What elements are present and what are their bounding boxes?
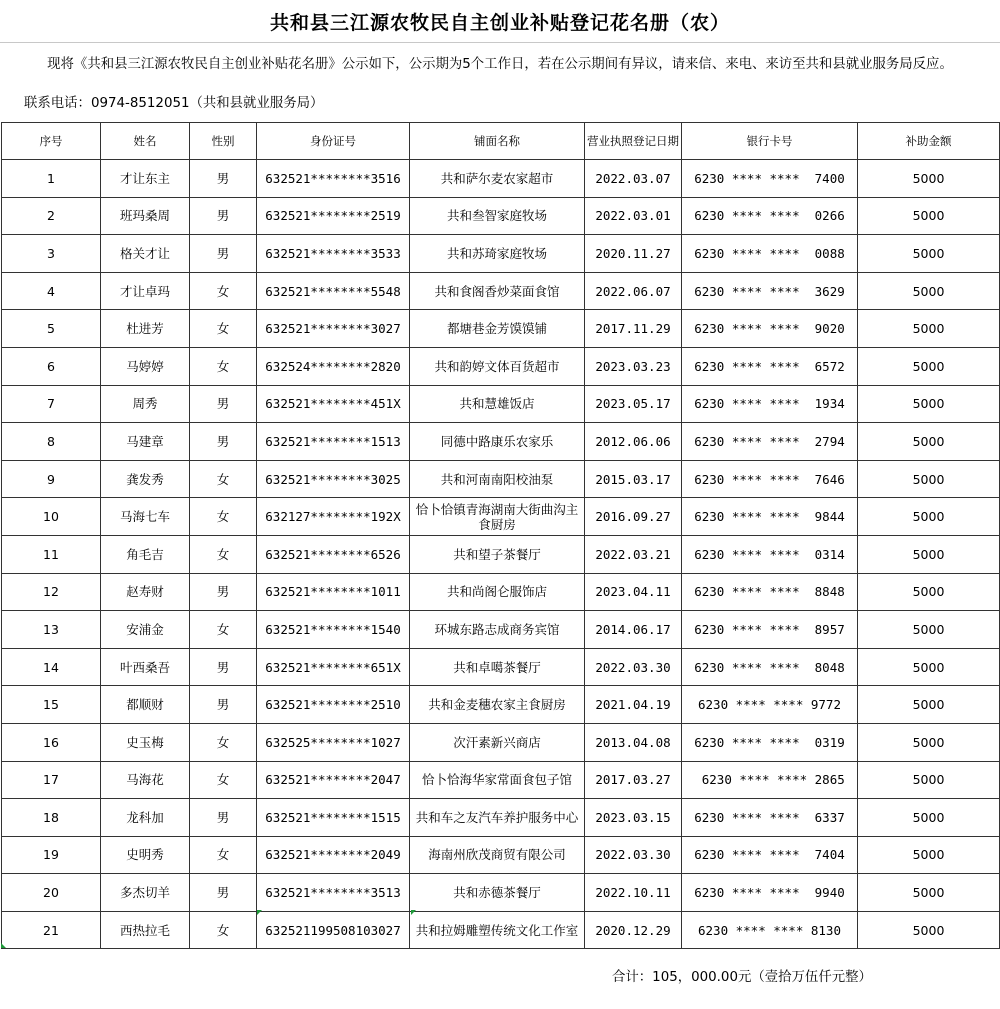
cell-name: 多杰切羊 bbox=[101, 874, 190, 912]
table-row bbox=[2, 235, 1000, 273]
cell-shop-name: 环城东路志成商务宾馆 bbox=[410, 611, 585, 649]
cell-bank-card: 6230 **** **** 6337 bbox=[682, 799, 858, 837]
cell-subsidy-amount: 5000 bbox=[858, 799, 1000, 837]
cell-bank-card: 6230 **** **** 3629 bbox=[682, 272, 858, 310]
table-row bbox=[2, 272, 1000, 310]
header-gender: 性别 bbox=[190, 123, 257, 160]
cell-id-number: 632521********2049 bbox=[257, 836, 410, 874]
cell-id-number: 632521********3516 bbox=[257, 160, 410, 198]
cell-shop-name: 共和慧雄饭店 bbox=[410, 385, 585, 423]
cell-id-number: 632521********6526 bbox=[257, 535, 410, 573]
cell-shop-name: 共和萨尔麦农家超市 bbox=[410, 160, 585, 198]
cell-gender: 男 bbox=[190, 874, 257, 912]
cell-subsidy-amount: 5000 bbox=[858, 160, 1000, 198]
cell-no: 19 bbox=[2, 836, 101, 874]
cell-subsidy-amount: 5000 bbox=[858, 761, 1000, 799]
cell-license-date: 2022.03.01 bbox=[585, 197, 682, 235]
cell-id-number: 632521********3027 bbox=[257, 310, 410, 348]
cell-no: 20 bbox=[2, 874, 101, 912]
cell-license-date: 2022.06.07 bbox=[585, 272, 682, 310]
cell-bank-card: 6230 **** **** 9940 bbox=[682, 874, 858, 912]
cell-name: 才让东主 bbox=[101, 160, 190, 198]
cell-shop-name: 恰卜恰镇青海湖南大街曲沟主食厨房 bbox=[410, 498, 585, 536]
cell-gender: 女 bbox=[190, 347, 257, 385]
cell-gender: 女 bbox=[190, 611, 257, 649]
table-row bbox=[2, 460, 1000, 498]
cell-license-date: 2023.05.17 bbox=[585, 385, 682, 423]
cell-license-date: 2022.10.11 bbox=[585, 874, 682, 912]
cell-name: 安浦金 bbox=[101, 611, 190, 649]
table-row bbox=[2, 911, 1000, 949]
cell-id-number: 632521199508103027 bbox=[257, 911, 410, 949]
header-date: 营业执照登记日期 bbox=[585, 123, 682, 160]
cell-shop-name: 共和望子茶餐厅 bbox=[410, 535, 585, 573]
cell-id-number: 632521********3025 bbox=[257, 460, 410, 498]
contact-phone: 联系电话：0974-8512051（共和县就业服务局） bbox=[24, 95, 324, 111]
cell-id-number: 632525********1027 bbox=[257, 723, 410, 761]
cell-subsidy-amount: 5000 bbox=[858, 498, 1000, 536]
cell-name: 才让卓玛 bbox=[101, 272, 190, 310]
cell-license-date: 2016.09.27 bbox=[585, 498, 682, 536]
cell-name: 都顺财 bbox=[101, 686, 190, 724]
total-amount: 合计：105，000.00元（壹拾万伍仟元整） bbox=[612, 970, 872, 985]
cell-bank-card: 6230 **** **** 8048 bbox=[682, 648, 858, 686]
table-row bbox=[2, 197, 1000, 235]
cell-no: 18 bbox=[2, 799, 101, 837]
cell-name: 杜进芳 bbox=[101, 310, 190, 348]
cell-no: 7 bbox=[2, 385, 101, 423]
cell-name: 马海花 bbox=[101, 761, 190, 799]
cell-no: 8 bbox=[2, 423, 101, 461]
cell-gender: 女 bbox=[190, 310, 257, 348]
cell-id-number: 632521********1515 bbox=[257, 799, 410, 837]
table-row bbox=[2, 686, 1000, 724]
cell-bank-card: 6230 **** **** 7404 bbox=[682, 836, 858, 874]
cell-name: 史玉梅 bbox=[101, 723, 190, 761]
cell-name: 龚发秀 bbox=[101, 460, 190, 498]
table-row bbox=[2, 648, 1000, 686]
cell-subsidy-amount: 5000 bbox=[858, 874, 1000, 912]
cell-id-number: 632524********2820 bbox=[257, 347, 410, 385]
cell-name: 西热拉毛 bbox=[101, 911, 190, 949]
cell-name: 周秀 bbox=[101, 385, 190, 423]
cell-gender: 女 bbox=[190, 535, 257, 573]
cell-marker-icon bbox=[257, 910, 262, 915]
cell-no: 10 bbox=[2, 498, 101, 536]
cell-gender: 男 bbox=[190, 648, 257, 686]
table-row bbox=[2, 498, 1000, 536]
table-row bbox=[2, 799, 1000, 837]
cell-no: 15 bbox=[2, 686, 101, 724]
cell-no: 5 bbox=[2, 310, 101, 348]
cell-bank-card: 6230 **** **** 1934 bbox=[682, 385, 858, 423]
cell-no: 4 bbox=[2, 272, 101, 310]
cell-no: 16 bbox=[2, 723, 101, 761]
cell-gender: 男 bbox=[190, 799, 257, 837]
cell-no: 12 bbox=[2, 573, 101, 611]
cell-bank-card: 6230 **** **** 2794 bbox=[682, 423, 858, 461]
cell-license-date: 2013.04.08 bbox=[585, 723, 682, 761]
cell-name: 史明秀 bbox=[101, 836, 190, 874]
cell-shop-name: 共和尚阁仑服饰店 bbox=[410, 573, 585, 611]
cell-license-date: 2012.06.06 bbox=[585, 423, 682, 461]
cell-subsidy-amount: 5000 bbox=[858, 235, 1000, 273]
cell-bank-card: 6230 **** **** 0266 bbox=[682, 197, 858, 235]
cell-license-date: 2022.03.30 bbox=[585, 648, 682, 686]
cell-license-date: 2023.04.11 bbox=[585, 573, 682, 611]
cell-subsidy-amount: 5000 bbox=[858, 573, 1000, 611]
cell-id-number: 632521********2519 bbox=[257, 197, 410, 235]
cell-id-number: 632521********2047 bbox=[257, 761, 410, 799]
cell-shop-name: 共和拉姆雕塑传统文化工作室 bbox=[410, 911, 585, 949]
cell-bank-card: 6230 **** **** 0314 bbox=[682, 535, 858, 573]
cell-license-date: 2020.12.29 bbox=[585, 911, 682, 949]
cell-subsidy-amount: 5000 bbox=[858, 385, 1000, 423]
cell-license-date: 2021.04.19 bbox=[585, 686, 682, 724]
cell-id-number: 632521********451X bbox=[257, 385, 410, 423]
table-row bbox=[2, 836, 1000, 874]
cell-shop-name: 同德中路康乐农家乐 bbox=[410, 423, 585, 461]
table-row bbox=[2, 347, 1000, 385]
cell-gender: 女 bbox=[190, 911, 257, 949]
cell-id-number: 632127********192X bbox=[257, 498, 410, 536]
cell-gender: 男 bbox=[190, 160, 257, 198]
cell-gender: 男 bbox=[190, 235, 257, 273]
cell-id-number: 632521********1513 bbox=[257, 423, 410, 461]
cell-marker-icon bbox=[1, 943, 6, 948]
cell-no: 11 bbox=[2, 535, 101, 573]
cell-shop-name: 恰卜恰海华家常面食包子馆 bbox=[410, 761, 585, 799]
cell-shop-name: 共和食阁香炒菜面食馆 bbox=[410, 272, 585, 310]
cell-id-number: 632521********651X bbox=[257, 648, 410, 686]
cell-no: 6 bbox=[2, 347, 101, 385]
cell-subsidy-amount: 5000 bbox=[858, 347, 1000, 385]
cell-id-number: 632521********2510 bbox=[257, 686, 410, 724]
cell-no: 13 bbox=[2, 611, 101, 649]
page-title: 共和县三江源农牧民自主创业补贴登记花名册（农） bbox=[269, 11, 730, 34]
cell-gender: 女 bbox=[190, 836, 257, 874]
table-row bbox=[2, 723, 1000, 761]
cell-name: 马建章 bbox=[101, 423, 190, 461]
cell-subsidy-amount: 5000 bbox=[858, 460, 1000, 498]
table-row bbox=[2, 611, 1000, 649]
cell-bank-card: 6230 **** **** 8130 bbox=[682, 911, 858, 949]
cell-shop-name: 共和车之友汽车养护服务中心 bbox=[410, 799, 585, 837]
cell-gender: 男 bbox=[190, 385, 257, 423]
cell-license-date: 2015.03.17 bbox=[585, 460, 682, 498]
cell-subsidy-amount: 5000 bbox=[858, 911, 1000, 949]
cell-shop-name: 海南州欣茂商贸有限公司 bbox=[410, 836, 585, 874]
cell-no: 9 bbox=[2, 460, 101, 498]
cell-gender: 女 bbox=[190, 460, 257, 498]
register-table bbox=[1, 122, 1000, 949]
table-row bbox=[2, 874, 1000, 912]
cell-license-date: 2017.03.27 bbox=[585, 761, 682, 799]
cell-no: 21 bbox=[2, 911, 101, 949]
table-row bbox=[2, 761, 1000, 799]
cell-subsidy-amount: 5000 bbox=[858, 836, 1000, 874]
cell-license-date: 2022.03.07 bbox=[585, 160, 682, 198]
cell-subsidy-amount: 5000 bbox=[858, 723, 1000, 761]
cell-shop-name: 共和苏琦家庭牧场 bbox=[410, 235, 585, 273]
cell-gender: 男 bbox=[190, 423, 257, 461]
cell-shop-name: 共和河南南阳校油泵 bbox=[410, 460, 585, 498]
table-row bbox=[2, 573, 1000, 611]
cell-bank-card: 6230 **** **** 9844 bbox=[682, 498, 858, 536]
cell-name: 马海七车 bbox=[101, 498, 190, 536]
cell-no: 17 bbox=[2, 761, 101, 799]
cell-license-date: 2022.03.30 bbox=[585, 836, 682, 874]
cell-no: 1 bbox=[2, 160, 101, 198]
cell-shop-name: 共和韵婷文体百货超市 bbox=[410, 347, 585, 385]
cell-name: 赵寿财 bbox=[101, 573, 190, 611]
cell-gender: 女 bbox=[190, 723, 257, 761]
header-row bbox=[2, 123, 1000, 160]
cell-bank-card: 6230 **** **** 7646 bbox=[682, 460, 858, 498]
cell-bank-card: 6230 **** **** 8848 bbox=[682, 573, 858, 611]
table-row bbox=[2, 310, 1000, 348]
cell-license-date: 2020.11.27 bbox=[585, 235, 682, 273]
cell-bank-card: 6230 **** **** 9020 bbox=[682, 310, 858, 348]
cell-license-date: 2017.11.29 bbox=[585, 310, 682, 348]
cell-license-date: 2022.03.21 bbox=[585, 535, 682, 573]
cell-subsidy-amount: 5000 bbox=[858, 648, 1000, 686]
cell-subsidy-amount: 5000 bbox=[858, 686, 1000, 724]
notice-text: 现将《共和县三江源农牧民自主创业补贴花名册》公示如下，公示期为5个工作日，若在公示期间有异议，请来信、来电、来访至共和县就业服务局反应。 bbox=[0, 42, 1000, 81]
table-body bbox=[2, 160, 1000, 949]
cell-gender: 男 bbox=[190, 197, 257, 235]
cell-bank-card: 6230 **** **** 6572 bbox=[682, 347, 858, 385]
cell-marker-icon bbox=[411, 910, 416, 915]
cell-bank-card: 6230 **** **** 0088 bbox=[682, 235, 858, 273]
cell-name: 龙科加 bbox=[101, 799, 190, 837]
cell-shop-name: 都塘巷金芳馍馍铺 bbox=[410, 310, 585, 348]
cell-gender: 男 bbox=[190, 686, 257, 724]
table-row bbox=[2, 423, 1000, 461]
cell-gender: 女 bbox=[190, 761, 257, 799]
cell-subsidy-amount: 5000 bbox=[858, 272, 1000, 310]
cell-name: 叶西桑吾 bbox=[101, 648, 190, 686]
cell-shop-name: 共和卓噶茶餐厅 bbox=[410, 648, 585, 686]
table-row bbox=[2, 160, 1000, 198]
cell-no: 3 bbox=[2, 235, 101, 273]
cell-bank-card: 6230 **** **** 7400 bbox=[682, 160, 858, 198]
cell-gender: 女 bbox=[190, 272, 257, 310]
cell-no: 14 bbox=[2, 648, 101, 686]
cell-subsidy-amount: 5000 bbox=[858, 310, 1000, 348]
cell-license-date: 2023.03.23 bbox=[585, 347, 682, 385]
cell-bank-card: 6230 **** **** 2865 bbox=[682, 761, 858, 799]
cell-shop-name: 共和金麦穗农家主食厨房 bbox=[410, 686, 585, 724]
header-amount: 补助金额 bbox=[858, 123, 1000, 160]
cell-id-number: 632521********5548 bbox=[257, 272, 410, 310]
cell-subsidy-amount: 5000 bbox=[858, 611, 1000, 649]
cell-id-number: 632521********1011 bbox=[257, 573, 410, 611]
header-bank: 银行卡号 bbox=[682, 123, 858, 160]
cell-shop-name: 次汗素新兴商店 bbox=[410, 723, 585, 761]
header-name: 姓名 bbox=[101, 123, 190, 160]
table-row bbox=[2, 385, 1000, 423]
header-id: 身份证号 bbox=[257, 123, 410, 160]
cell-license-date: 2023.03.15 bbox=[585, 799, 682, 837]
cell-license-date: 2014.06.17 bbox=[585, 611, 682, 649]
cell-gender: 男 bbox=[190, 573, 257, 611]
cell-bank-card: 6230 **** **** 8957 bbox=[682, 611, 858, 649]
header-shop: 铺面名称 bbox=[410, 123, 585, 160]
cell-no: 2 bbox=[2, 197, 101, 235]
cell-id-number: 632521********3533 bbox=[257, 235, 410, 273]
cell-subsidy-amount: 5000 bbox=[858, 423, 1000, 461]
cell-shop-name: 共和赤德茶餐厅 bbox=[410, 874, 585, 912]
cell-name: 马婷婷 bbox=[101, 347, 190, 385]
cell-gender: 女 bbox=[190, 498, 257, 536]
cell-name: 格关才让 bbox=[101, 235, 190, 273]
cell-bank-card: 6230 **** **** 9772 bbox=[682, 686, 858, 724]
cell-subsidy-amount: 5000 bbox=[858, 197, 1000, 235]
header-no: 序号 bbox=[2, 123, 101, 160]
cell-bank-card: 6230 **** **** 0319 bbox=[682, 723, 858, 761]
cell-name: 班玛桑周 bbox=[101, 197, 190, 235]
cell-subsidy-amount: 5000 bbox=[858, 535, 1000, 573]
cell-name: 角毛吉 bbox=[101, 535, 190, 573]
cell-id-number: 632521********1540 bbox=[257, 611, 410, 649]
table-row bbox=[2, 535, 1000, 573]
cell-id-number: 632521********3513 bbox=[257, 874, 410, 912]
cell-shop-name: 共和叁智家庭牧场 bbox=[410, 197, 585, 235]
